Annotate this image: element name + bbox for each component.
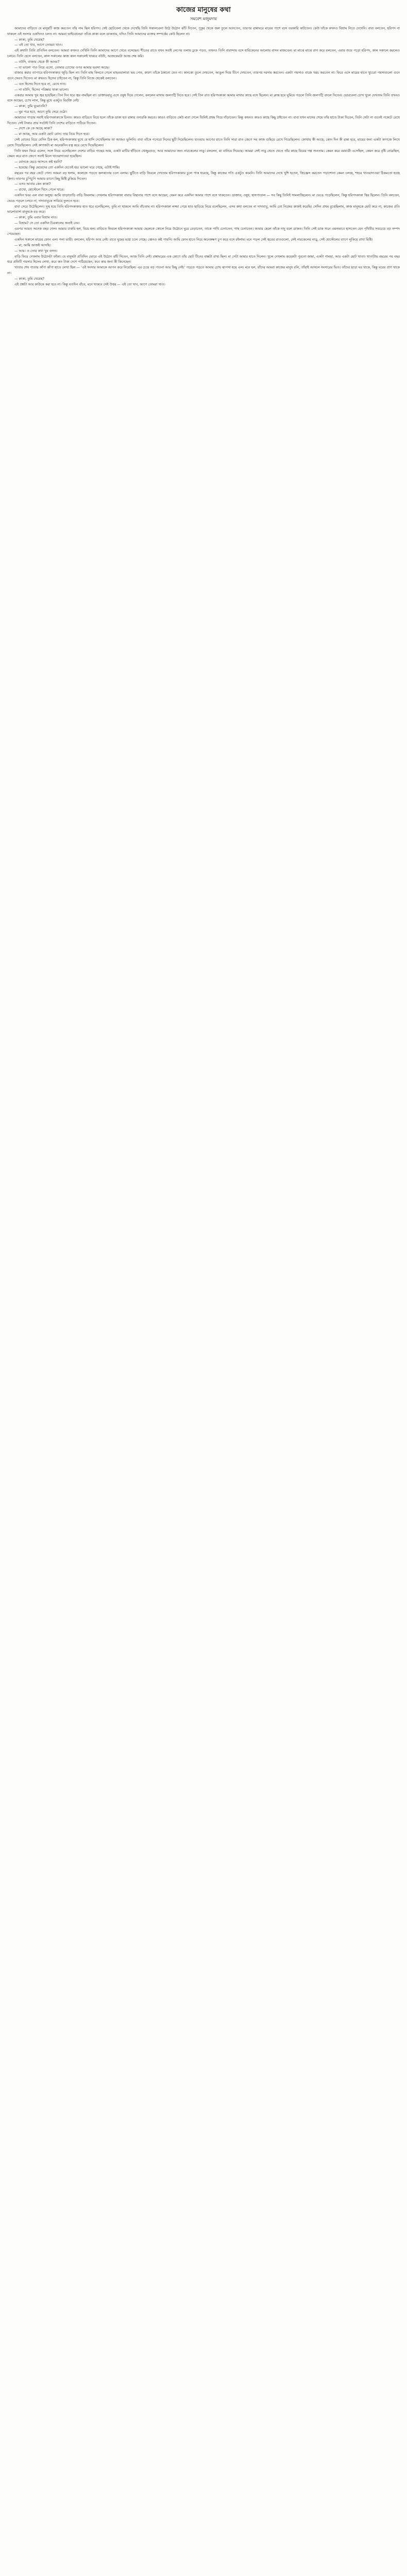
paragraph: — যা ভালো পাও নিয়ে এসো, তোমার চোখের ওপর আমার ভরসা আছে।: [14, 65, 110, 70]
paragraph: — কাকা, তুমি ঘুমোওনি?: [14, 104, 47, 109]
paragraph: এই কথাটা তিনি প্রতিদিন বলতেন। আমরা কখনও দেখিনি তিনি আমাদের আগে খেতে বসেছেন। শীতের রাতে যখন সবাই লেপের তলায় ঢুকে পড়ত, তখনও তিনি বারান্দায় বসে হারিকেনের আলোয় বাসন মাজতেন। মা মাঝে মাঝে রাগ করে বলতেন, এবার শুয়ে পড়ো হরিপদ, কাল সকালে করলেও চলবে। তিনি হেসে বলতেন, কাল সকালের কাজ কাল সকালেই থাকবে বউদি, আজকেরটা আজ শেষ করি।: [7, 48, 400, 58]
paragraph: — দেশে কে কে আছে কাকা?: [14, 126, 52, 131]
paragraph: — মা আছে, আর একটা ছোট বোন। তার বিয়ে দিতে হবে।: [14, 132, 90, 137]
paragraph: একদিন সকালে মায়ের ফোন এল। গলা ভারী। বললেন, হরিপদ আর নেই। রাতে ঘুমের মধ্যে চলে গেছে। কোনও কষ্ট পায়নি। আমি ফোন হাতে নিয়ে অনেকক্ষণ চুপ করে বসে রইলাম। মনে পড়ল সেই জ্বরের রাতগুলো, সেই নারকেলের নাড়ু, সেই হোস্টেলের ব্যাগে লুকিয়ে রাখা মিষ্টি।: [14, 238, 373, 242]
paragraph: — কাকা, তুমি খেয়েছ?: [14, 276, 44, 281]
paragraph: — না বউদি, হিসেব পরিষ্কার থাকা ভালো।: [14, 87, 69, 92]
paragraph: বাবা সেরে উঠেছিলেন। সুস্থ হয়ে তিনি হরিপদকাকার হাত ধরে বলেছিলেন, তুমি না থাকলে আমি বাঁচতাম না। হরিপদকাকা লজ্জা পেয়ে হাত ছাড়িয়ে নিয়ে বলেছিলেন, এসব কথা বলবেন না দাদাবাবু, আমি তো নিজের কাজই করেছি। সেদিন প্রথম বুঝেছিলাম, কাজ মানুষকে ছোট করে না, কাজের প্রতি ভালোবাসা মানুষকে বড় করে।: [7, 204, 400, 214]
paragraph: — এত হিসেব দিতে হবে না, রেখে দাও।: [14, 81, 66, 86]
paragraph: — কাকা, তুমি খেয়েছ?: [14, 37, 44, 42]
paragraph: — আয়। ও তোর কথা খুব বলত।: [14, 248, 58, 253]
paragraph: আমাদের পাড়ায় সবাই হরিপদকাকাকে চিনত। কারও বাড়িতে বিয়ে হলে তাঁকে ডাকা হত রান্নার তদারকি করতে। কারও বাড়িতে কেউ মারা গেলে তিনিই প্রথম গিয়ে দাঁড়াতেন। কিন্তু কখনও কারও কাছে কিছু চাইতেন না। বাবা যখন মাসের শেষে তাঁর হাতে টাকা দিতেন, তিনি সেটা না গুনেই পকেটে রেখে দিতেন। সেই টাকার প্রায় সবটাই তিনি দেশের বাড়িতে পাঠিয়ে দিতেন।: [7, 115, 400, 125]
paragraph: একদিন খবর এল বাবা অসুস্থ। আমি তাড়াতাড়ি বাড়ি ফিরলাম। দেখলাম হরিপদকাকা বাবার বিছানার পাশে বসে আছেন, যেমন করে একদিন আমার পাশে বসে থাকতেন। ডাক্তার, ওষুধ, হাসপাতাল — সব কিছু তিনিই সামলাচ্ছিলেন। মা ভেঙে পড়েছিলেন, কিন্তু হরিপদকাকা স্থির ছিলেন। তিনি বলতেন, ভেঙে পড়লে চলবে না, দাদাবাবুকে সারিয়ে তুলতে হবে।: [7, 193, 400, 203]
paragraph: এরপর আরও অনেক বছর গেল। আমার চাকরি হল, বিয়ে হল। বাড়িতে ফিরলে হরিপদকাকা আমার ছেলেকে কোলে নিয়ে উঠোনে ঘুরে বেড়াতেন, তাকে পাখি চেনাতেন, গাছ চেনাতেন। আমার ছেলে তাঁকে দাদু বলে ডাকত। তিনি সেই ডাক শুনে এমনভাবে হাসতেন যেন পৃথিবীর সবচেয়ে বড় সম্পদ পেয়েছেন।: [7, 226, 400, 236]
article-page: [0, 0, 407, 297]
paragraph: — বিশ্রাম? সে তো একদিন চিরকালের জন্যই নেব।: [14, 221, 80, 225]
paragraph: বছরের পর বছর কেটে গেল। আমরা বড় হলাম, কলেজে পড়তে কলকাতায় চলে এলাম। ছুটিতে বাড়ি ফিরলে দেখতাম হরিপদকাকার চুলে পাক ধরেছে, কিন্তু কাজের গতি একটুও কমেনি। তিনি আমাদের দেখে খুশি হতেন, জিজ্ঞেস করতেন পড়াশোনা কেমন চলছে, শহরে খাওয়াদাওয়া ঠিকমতো হচ্ছে কিনা। তারপর চুপিচুপি আমার ব্যাগে কিছু মিষ্টি ঢুকিয়ে দিতেন।: [7, 171, 400, 181]
paragraph: আমাদের বাড়িতে যে মানুষটি কাজ করতেন তাঁর নাম ছিল হরিপদ। সেই ছোটবেলা থেকে দেখেছি তিনি সকালবেলা উঠে উঠোন ঝাঁট দিতেন, পুকুর থেকে জল তুলে আনতেন, তারপর রান্নাঘরে মায়ের পাশে বসে তরকারি কাটতেন। কেউ তাঁকে কখনও বিশ্রাম নিতে দেখেনি। বাবা বলতেন, হরিপদ না থাকলে এই সংসার একদিনও চলত না। আমরা ভাইবোনেরা তাঁকে কাকা বলে ডাকতাম, যদিও তিনি আমাদের রক্তের সম্পর্কের কেউ ছিলেন না।: [7, 26, 400, 36]
article-author: সমরেশ মজুমদার: [190, 16, 217, 21]
paragraph: — রাখো, হোস্টেলে খিদে পেলে খাবে।: [14, 188, 64, 192]
paragraph: সেই বোনের বিয়ে যেদিন ঠিক হল, হরিপদকাকার মুখে যে হাসি দেখেছিলাম তা আজও ভুলিনি। বাবা তাঁকে পনেরো দিনের ছুটি দিয়েছিলেন। যাওয়ার আগের রাতে তিনি সারা রাত জেগে সব কাজ গুছিয়ে রেখে গিয়েছিলেন। কোথায় কী আছে, কোন দিন কী রান্না হবে, মায়ের জন্য একটা কাগজে লিখে রেখে গিয়েছিলেন। সেই কাগজটা মা অনেকদিন যত্ন করে রেখে দিয়েছিলেন।: [7, 137, 400, 147]
paragraph: — এই তো খাব, আগে তোমরা খাও।: [14, 43, 63, 47]
paragraph: — কাকা, তুমি এবার বিশ্রাম নাও।: [14, 215, 58, 220]
paragraph: তিনি যখন ফিরে এলেন, সঙ্গে নিয়ে এসেছিলেন দেশের বাড়ির গাছের আম, একটা মাটির হাঁড়িতে খেজুরগুড়, আর আমাদের জন্য নারকেলের নাড়ু। বললেন, মা বানিয়ে দিয়েছে। আমরা সেই নাড়ু খেতে খেতে তাঁর কাছে বিয়ের গল্প শুনতাম। কেমন করে বরযাত্রী এসেছিল, কেমন করে বৃষ্টি নেমেছিল, কেমন করে রাত জেগে সবাই মিলে খাওয়াদাওয়া হয়েছিল।: [7, 148, 400, 159]
paragraph: — হয়েছে। কিন্তু মেয়েদের তো একদিন যেতেই হয়। ভালো ঘরে গেছে, এটাই শান্তি।: [14, 165, 120, 170]
paragraph: খাতার শেষ পাতায় কাঁপা কাঁপা হাতে লেখা ছিল — ‘এই সংসার আমাকে আপন করে নিয়েছিল। এর চেয়ে বড় পাওনা আর কিছু নেই।’ পড়তে পড়তে আমার চোখ ঝাপসা হয়ে এল। মনে হল, যাঁদের আমরা কাজের মানুষ বলি, তাঁরাই আসলে সংসারের ভিত। তাঁদের ছাড়া ঘর থাকে, কিন্তু ঘরের প্রাণ থাকে না।: [7, 265, 400, 276]
paragraph: বাড়ি ফিরে দেখলাম উঠোনটা ফাঁকা। যে মানুষটা প্রতিদিন ভোরে এই উঠোন ঝাঁট দিতেন, আজ তিনি নেই। রান্নাঘরের এক কোণে তাঁর ছোট টিনের বাক্সটা রাখা ছিল। মা সেটা আমার হাতে দিলেন। খুলে দেখলাম কয়েকটা পুরনো জামা, একটা গামছা, আর একটা ছোট খাতা। খাতাটায় বছরের পর বছর ধরে প্রতিটি পয়সার হিসেব লেখা, কবে কত টাকা দেশে পাঠিয়েছেন, কবে কার জন্য কী কিনেছেন।: [7, 254, 400, 264]
paragraph: — এসব আবার কেন কাকা?: [14, 182, 51, 187]
paragraph: বাজার করার ব্যাপারে হরিপদকাকার জুড়ি ছিল না। তিনি মাছ কিনতে গেলে মাছওয়ালারা ভয় পেত, কারণ তাঁকে ঠকানো যেত না। কানকো তুলে দেখতেন, আঙুল দিয়ে টিপে দেখতেন, তারপর দরদাম করতেন। একটা পয়সাও বাজে খরচ করতেন না। ফিরে এসে মায়ের হাতে খুচরো পয়সাগুলো গুনে গুনে ফেরত দিতেন। মা কখনও হিসেব চাইতেন না, কিন্তু তিনি নিজে থেকেই বলতেন।: [7, 71, 400, 81]
paragraph: — ঘুম পরে হবে, আগে তুমি সেরে ওঠো।: [14, 109, 67, 114]
article-body: [7, 26, 400, 287]
paragraph: — মা, আমি আজই আসছি।: [14, 243, 51, 248]
paragraph: — বোনকে ছেড়ে আসতে কষ্ট হয়নি?: [14, 160, 62, 164]
paragraph: একবার আমার খুব জ্বর হয়েছিল। তিন দিন ধরে জ্বর নামছিল না। ডাক্তারবাবু এসে ওষুধ দিয়ে গেলেন, বললেন মাথায় জলপট্টি দিতে হবে। সেই তিন রাত হরিপদকাকা আমার মাথার কাছে বসে ছিলেন। মা ক্লান্ত হয়ে ঘুমিয়ে পড়লে তিনি জলপট্টি বদলে দিতেন। ভোরবেলা চোখ খুলে দেখতাম তিনি তখনও বসে আছেন, চোখ লাল, কিন্তু মুখে একটুও বিরক্তি নেই।: [7, 93, 400, 103]
paragraph: এই প্রশ্নটা আর কাউকে করা হবে না। কিন্তু যতদিন বাঁচব, মনে থাকবে সেই উত্তর — এই তো খাব, আগে তোমরা খাও।: [14, 282, 165, 286]
article-title: কাজের মানুষের কথা: [176, 6, 231, 14]
paragraph: — বউদি, বাজার থেকে কী আনব?: [14, 59, 60, 64]
